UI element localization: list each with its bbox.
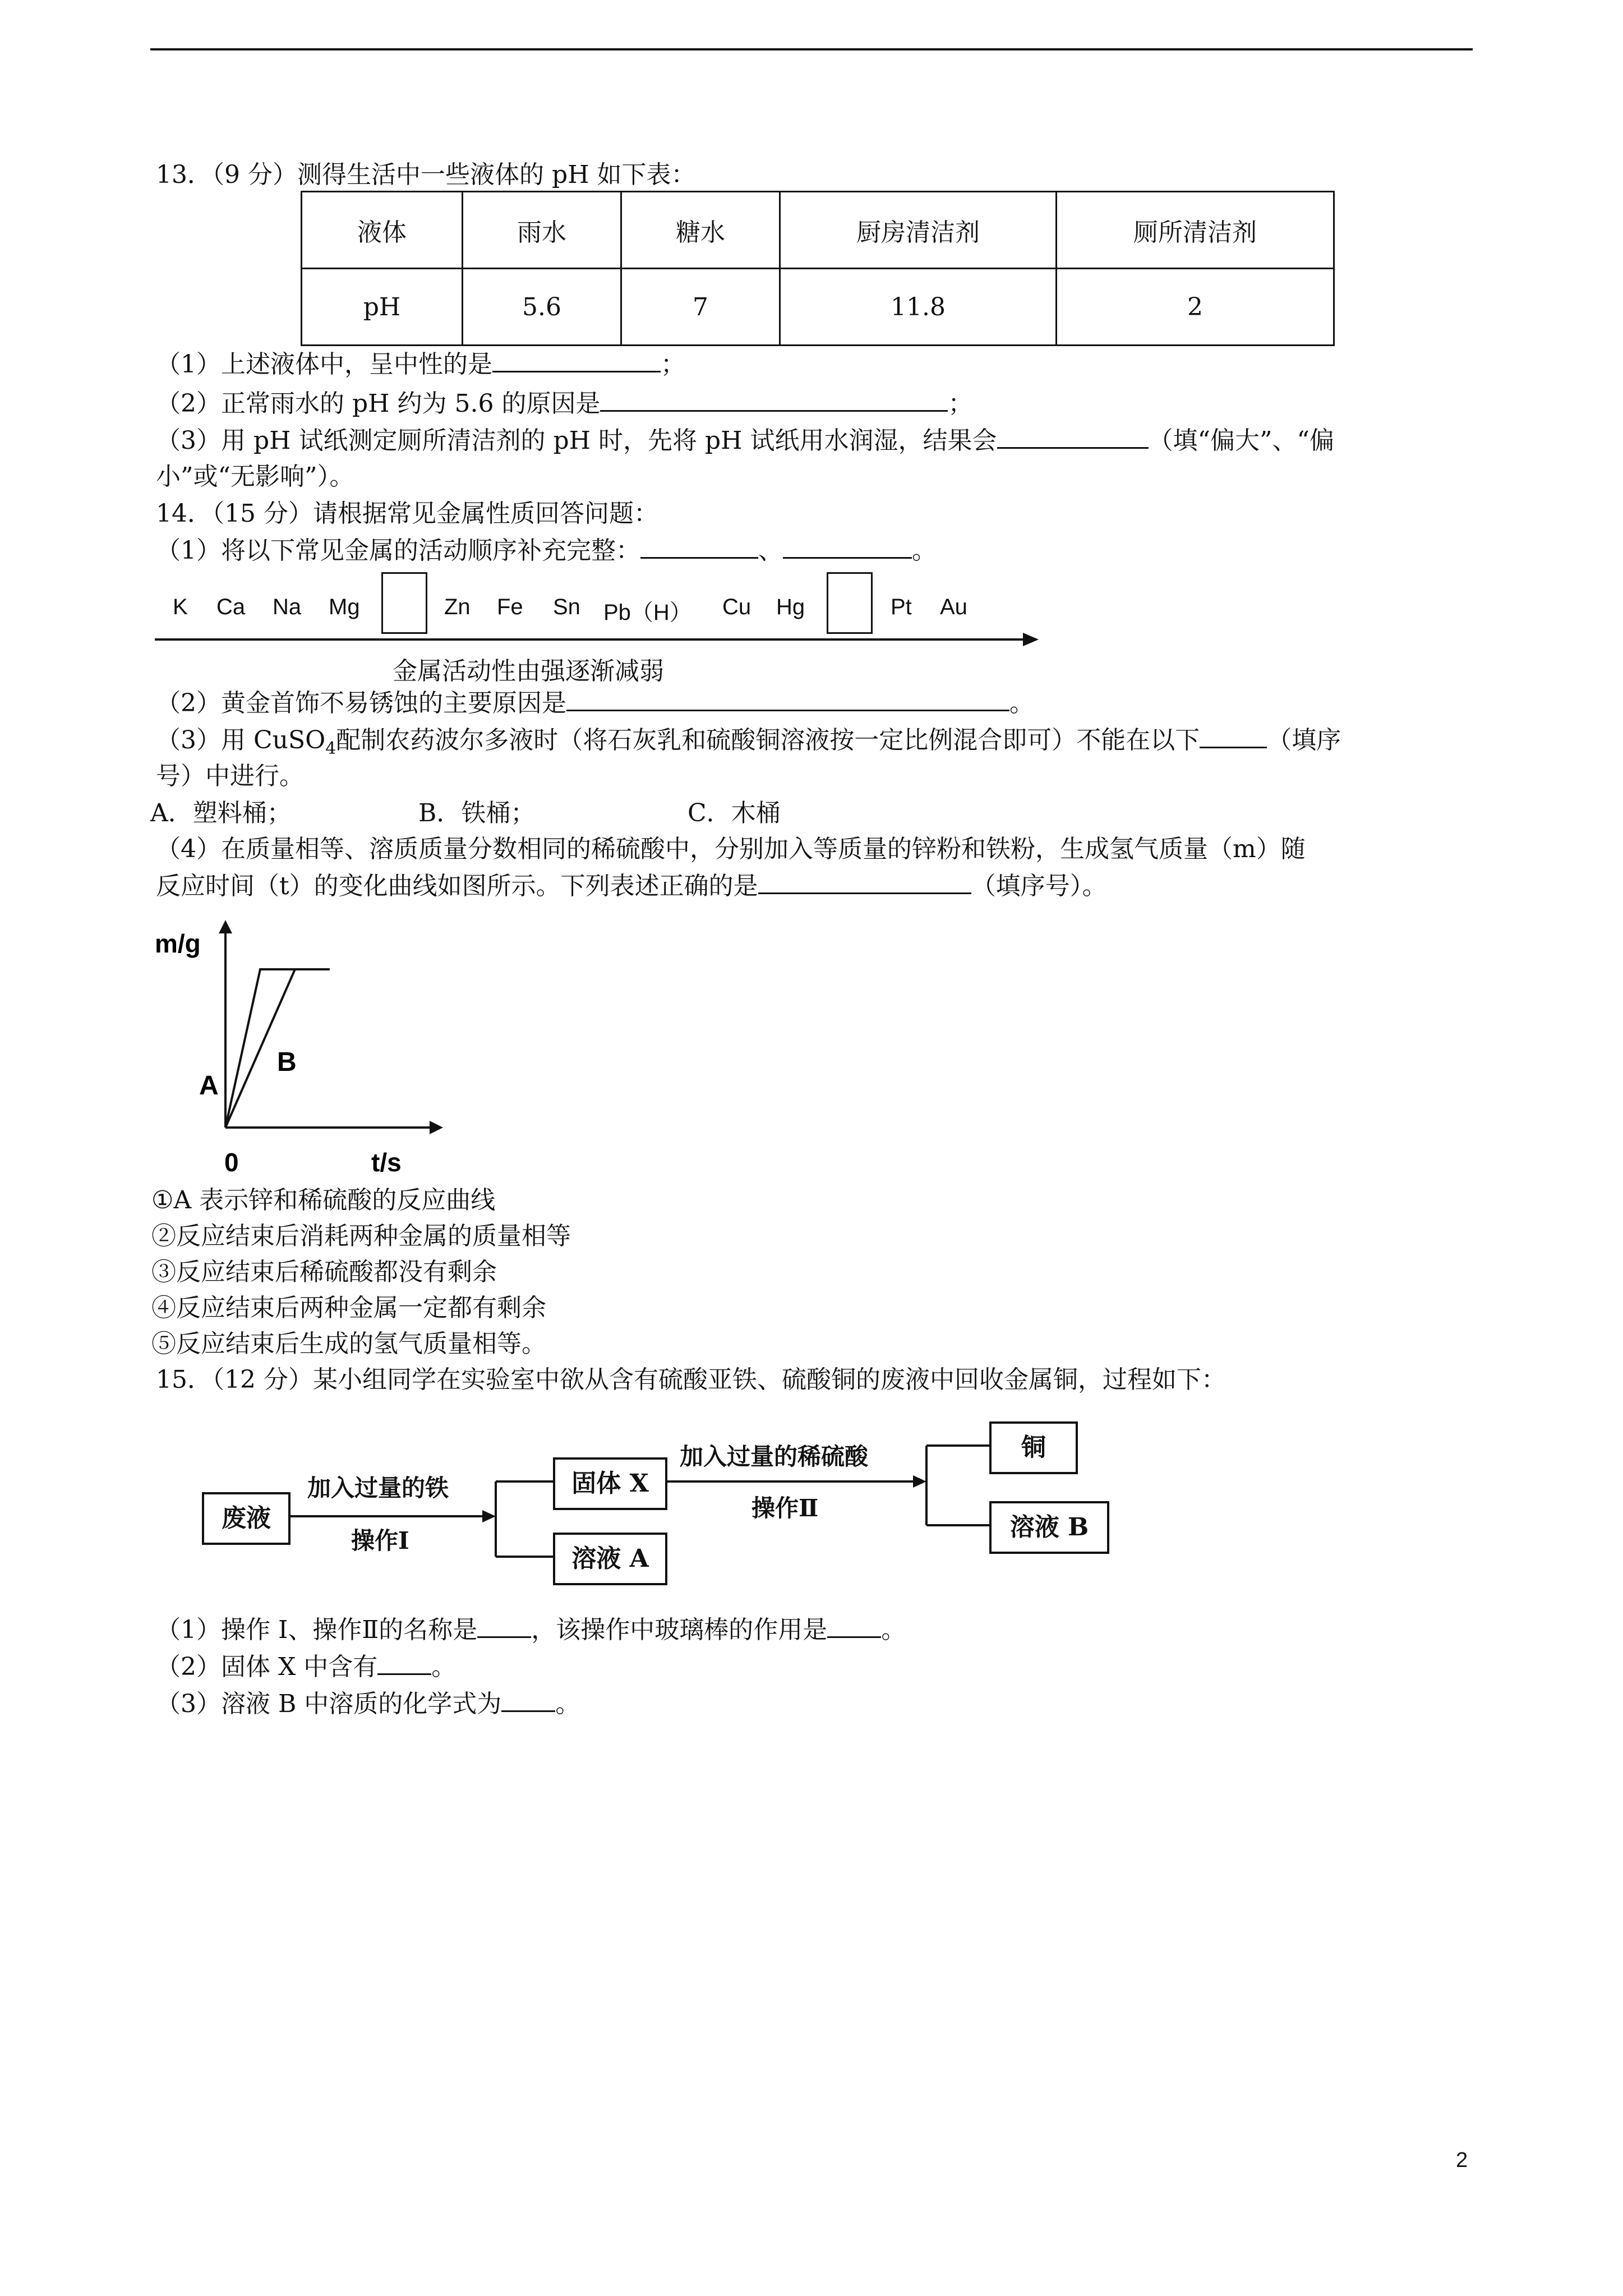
metal-symbol: Pb（H） xyxy=(603,600,692,625)
table-cell: 7 xyxy=(621,269,780,346)
metal-symbol: Cu xyxy=(722,595,751,619)
table-header: 液体 xyxy=(302,192,463,269)
metal-symbol: Sn xyxy=(553,595,580,619)
q14-sub2: （2）黄金首饰不易锈蚀的主要原因是 。 xyxy=(156,687,1034,720)
header-rule xyxy=(150,48,1473,50)
metal-symbol: K xyxy=(173,595,188,619)
series-label-b: B xyxy=(277,1047,297,1077)
page-number: 2 xyxy=(1456,2148,1468,2172)
q13-sub1: （1）上述液体中，呈中性的是 ； xyxy=(156,348,685,381)
metal-symbol: Au xyxy=(940,595,967,619)
flow-step2-reagent: 加入过量的稀硫酸 xyxy=(680,1443,869,1470)
q15-sub3: （3）溶液 B 中溶质的化学式为 。 xyxy=(156,1687,580,1721)
q14-statement: ⑤反应结束后生成的氢气质量相等。 xyxy=(151,1329,546,1358)
y-axis-arrow xyxy=(219,920,232,933)
q14-sub4: （4）在质量相等、溶质质量分数相同的稀硫酸中，分别加入等质量的锌粉和铁粉，生成氢气质量（m）随 xyxy=(156,835,1306,863)
y-axis-label: m/g xyxy=(155,929,201,958)
metal-symbol: Hg xyxy=(776,595,805,619)
table-header: 糖水 xyxy=(621,192,780,269)
q15-sub1: （1）操作 I、操作Ⅱ的名称是 ，该操作中玻璃棒的作用是 。 xyxy=(156,1613,906,1647)
answer-blank[interactable] xyxy=(501,1688,555,1712)
table-cell: 2 xyxy=(1057,269,1334,346)
q13-sub3: （3）用 pH 试纸测定厕所清洁剂的 pH 时，先将 pH 试纸用水润湿，结果会 （填“偏大”、“偏 xyxy=(156,424,1334,458)
flow-box-copper: 铜 xyxy=(989,1421,1078,1474)
q14-statement: ②反应结束后消耗两种金属的质量相等 xyxy=(151,1222,571,1250)
metal-symbol: Fe xyxy=(497,595,523,619)
q14-statement: ④反应结束后两种金属一定都有剩余 xyxy=(151,1294,546,1322)
q14-sub3: （3）用 CuSO$_4$配制农药波尔多液时（将石灰乳和硫酸铜溶液按一定比例混合即可）不能在以下 （填序 xyxy=(156,724,1341,766)
table-cell: 11.8 xyxy=(780,269,1057,346)
answer-blank[interactable] xyxy=(640,535,758,559)
q14-sub4-cont: 反应时间（t）的变化曲线如图所示。下列表述正确的是 （填序号）。 xyxy=(156,869,1107,903)
series-caption: 金属活动性由强逐渐减弱 xyxy=(393,657,664,685)
flow-step1-operation: 操作Ⅰ xyxy=(351,1527,409,1554)
q14-option-c: C．木桶 xyxy=(688,799,781,827)
q14-statement: ①A 表示锌和稀硫酸的反应曲线 xyxy=(151,1186,496,1214)
metal-symbol: Pt xyxy=(891,595,912,619)
q13-sub2: （2）正常雨水的 pH 约为 5.6 的原因是 ； xyxy=(156,387,972,421)
table-header: 厨房清洁剂 xyxy=(780,192,1057,269)
flow-step2-operation: 操作Ⅱ xyxy=(751,1494,819,1522)
table-row xyxy=(302,269,1334,346)
metal-symbol: Na xyxy=(273,595,302,619)
table-cell: 5.6 xyxy=(463,269,621,346)
flow-box-solid-x: 固体 X xyxy=(553,1457,667,1510)
table-header: 雨水 xyxy=(463,192,621,269)
table-cell: pH xyxy=(302,269,463,346)
series-label-a: A xyxy=(199,1071,219,1101)
q14-stem: 14．（15 分）请根据常见金属性质回答问题： xyxy=(156,499,658,528)
metal-symbol: Ca xyxy=(216,595,246,619)
answer-blank[interactable] xyxy=(600,388,948,412)
mass-time-chart xyxy=(151,920,454,1189)
metal-symbol: Zn xyxy=(444,595,471,619)
answer-blank[interactable] xyxy=(997,425,1149,449)
q15-sub2: （2）固体 X 中含有 。 xyxy=(156,1650,456,1684)
ph-table xyxy=(301,191,1335,346)
flow-step1-reagent: 加入过量的铁 xyxy=(307,1474,449,1502)
answer-blank[interactable] xyxy=(566,687,1009,711)
q14-option-a: A．塑料桶； xyxy=(150,799,292,827)
answer-blank[interactable] xyxy=(758,870,971,894)
answer-blank[interactable] xyxy=(1200,724,1267,748)
q14-statement: ③反应结束后稀硫酸都没有剩余 xyxy=(151,1258,497,1286)
flow-box-waste: 废液 xyxy=(202,1492,291,1545)
table-row xyxy=(302,192,1334,269)
origin-label: 0 xyxy=(224,1148,239,1177)
q14-sub1: （1）将以下常见金属的活动顺序补充完整： 、 。 xyxy=(156,534,937,568)
q13-stem: 13．（9 分）测得生活中一些液体的 pH 如下表： xyxy=(156,160,696,189)
x-axis-label: t/s xyxy=(371,1148,402,1177)
answer-blank[interactable] xyxy=(377,1651,431,1675)
flow-box-solution-b: 溶液 B xyxy=(989,1501,1109,1554)
series-arrow xyxy=(155,628,1041,651)
flow-box-solution-a: 溶液 A xyxy=(553,1533,667,1585)
x-axis-arrow xyxy=(430,1121,443,1134)
series-blank-box[interactable] xyxy=(827,572,873,634)
q13-sub3-cont: 小”或“无影响”）。 xyxy=(156,462,354,491)
answer-blank[interactable] xyxy=(492,348,661,372)
table-header: 厕所清洁剂 xyxy=(1057,192,1334,269)
answer-blank[interactable] xyxy=(477,1614,531,1638)
q14-option-b: B．铁桶； xyxy=(418,799,536,827)
answer-blank[interactable] xyxy=(827,1614,881,1638)
q14-sub3-cont: 号）中进行。 xyxy=(156,762,304,790)
answer-blank[interactable] xyxy=(783,535,912,559)
metal-symbol: Mg xyxy=(329,595,360,619)
series-blank-box[interactable] xyxy=(381,572,427,634)
q15-stem: 15．（12 分）某小组同学在实验室中欲从含有硫酸亚铁、硫酸铜的废液中回收金属铜，过程如下： xyxy=(156,1365,1226,1394)
